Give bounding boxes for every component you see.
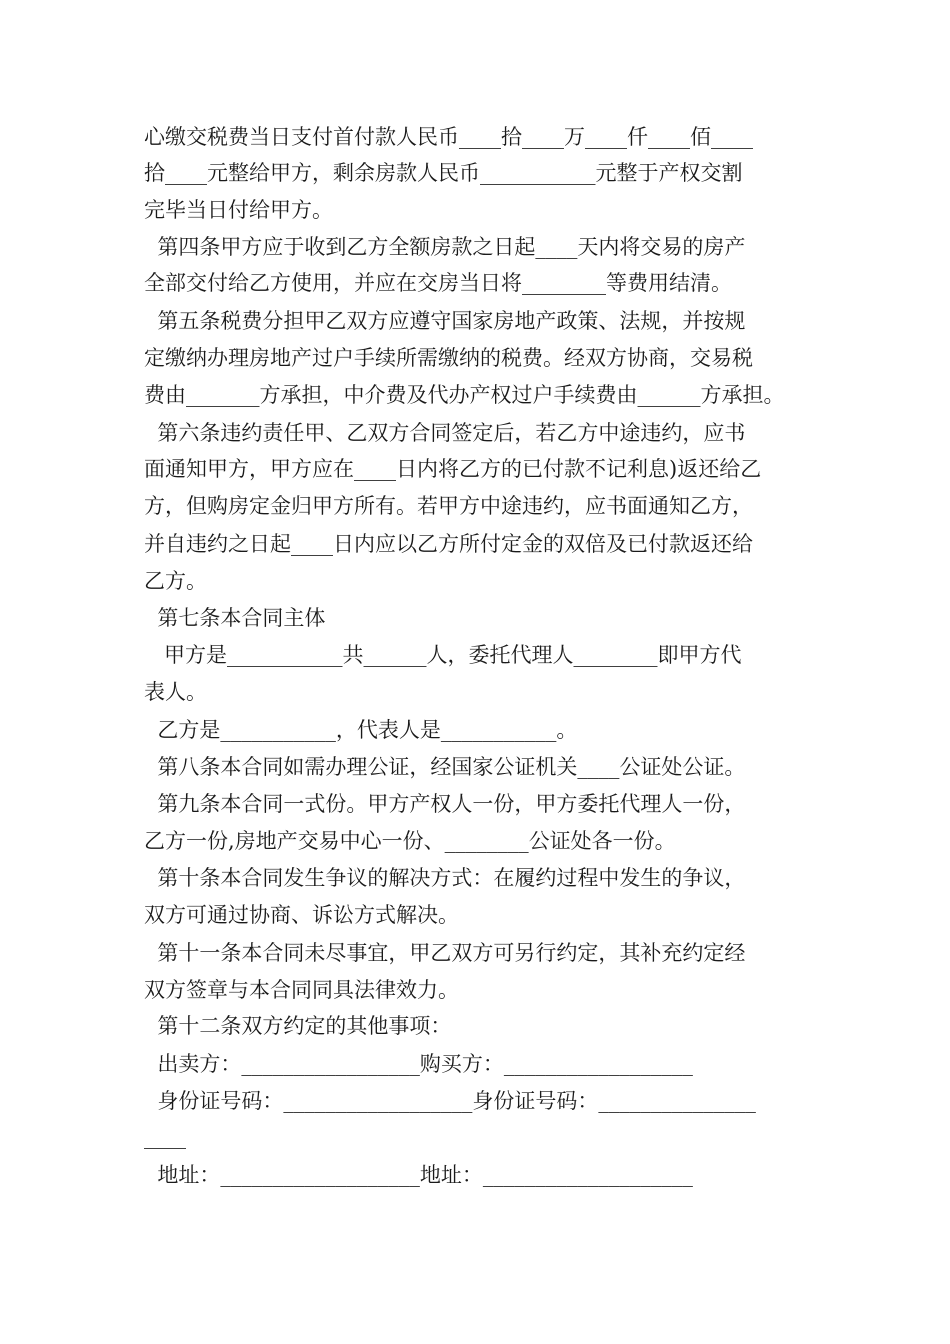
text-line: 定缴纳办理房地产过户手续所需缴纳的税费。经双方协商，交易税 bbox=[144, 346, 753, 370]
text-line: 第九条本合同一式份。甲方产权人一份，甲方委托代理人一份， bbox=[144, 792, 746, 816]
text-line: 第七条本合同主体 bbox=[144, 606, 326, 630]
text-line: 面通知甲方，甲方应在____日内将乙方的已付款不记利息)返还给乙 bbox=[144, 457, 762, 481]
text-line: 乙方。 bbox=[144, 569, 207, 593]
text-line: 甲方是___________共______人，委托代理人________即甲方代 bbox=[144, 643, 742, 667]
text-line: 乙方是___________，代表人是___________。 bbox=[144, 718, 578, 742]
text-line: 完毕当日付给甲方。 bbox=[144, 198, 333, 222]
text-line: 费由_______方承担，中介费及代办产权过户手续费由______方承担。 bbox=[144, 383, 785, 407]
text-line: 第十二条双方约定的其他事项： bbox=[144, 1014, 452, 1038]
text-line: 心缴交税费当日支付首付款人民币____拾____万____仟____佰____ bbox=[144, 125, 753, 149]
text-line: 第四条甲方应于收到乙方全额房款之日起____天内将交易的房产 bbox=[144, 235, 746, 259]
text-line: 方，但购房定金归甲方所有。若甲方中途违约，应书面通知乙方， bbox=[144, 494, 753, 518]
text-line: 第六条违约责任甲、乙双方合同签定后，若乙方中途违约，应书 bbox=[144, 421, 746, 445]
text-line: 乙方一份,房地产交易中心一份、________公证处各一份。 bbox=[144, 829, 676, 853]
text-line: 第五条税费分担甲乙双方应遵守国家房地产政策、法规，并按规 bbox=[144, 309, 746, 333]
text-line: 第十一条本合同未尽事宜，甲乙双方可另行约定，其补充约定经 bbox=[144, 941, 746, 965]
text-line: 出卖方：_________________购买方：__________________ bbox=[144, 1052, 693, 1076]
text-line: 双方签章与本合同同具法律效力。 bbox=[144, 978, 459, 1002]
text-line: 全部交付给乙方使用，并应在交房当日将________等费用结清。 bbox=[144, 271, 732, 295]
text-line: 表人。 bbox=[144, 680, 207, 704]
text-line: 地址：___________________地址：____________________ bbox=[144, 1163, 693, 1187]
text-line: ____ bbox=[144, 1125, 186, 1149]
text-line: 第十条本合同发生争议的解决方式：在履约过程中发生的争议， bbox=[144, 866, 746, 890]
text-line: 并自违约之日起____日内应以乙方所付定金的双倍及已付款返还给 bbox=[144, 532, 753, 556]
text-line: 第八条本合同如需办理公证，经国家公证机关____公证处公证。 bbox=[144, 755, 746, 779]
text-line: 拾____元整给甲方，剩余房款人民币___________元整于产权交割 bbox=[144, 161, 743, 185]
text-line: 双方可通过协商、诉讼方式解决。 bbox=[144, 903, 459, 927]
text-line: 身份证号码：__________________身份证号码：_______________ bbox=[144, 1089, 756, 1113]
